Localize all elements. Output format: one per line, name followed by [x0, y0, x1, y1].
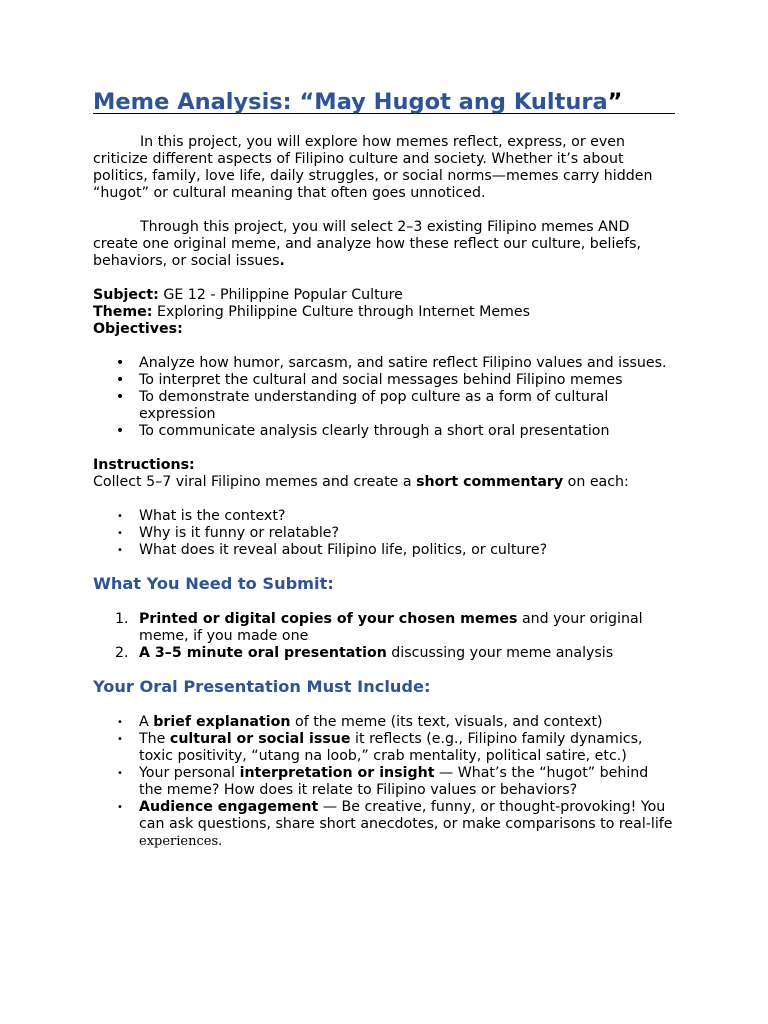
list-item: • Analyze how humor, sarcasm, and satire reflect Filipino values and issues. — [115, 355, 667, 371]
list-item: • A brief explanation of the meme (its text, visuals, and context) — [93, 714, 675, 731]
objectives-list — [93, 355, 675, 440]
list-item: • To demonstrate understanding of pop culture as a form of cultural expression — [115, 389, 609, 422]
bullet-icon: • — [117, 734, 123, 745]
list-item: • What does it reveal about Filipino life, politics, or culture? — [93, 542, 675, 559]
oral-list — [93, 714, 675, 850]
bullet-icon: • — [117, 511, 123, 522]
list-item: • What is the context? — [93, 508, 675, 525]
bullet-icon: • — [115, 355, 125, 371]
intro-paragraph-1: In this project, you will explore how memes reflect, express, or even criticize different aspects of Filipino culture and society. Whether it’s about politics, family, love life, daily struggles, or social norms—memes carry hidden “hugot” or cultural meaning that often goes unnoticed. — [93, 134, 653, 201]
instructions-label: Instructions: — [93, 457, 195, 473]
bullet-icon: • — [115, 389, 125, 405]
theme-line: Theme: Exploring Philippine Culture through Internet Memes — [93, 304, 530, 320]
bullet-icon: • — [117, 802, 123, 813]
list-item: 2. A 3–5 minute oral presentation discussing your meme analysis — [115, 645, 614, 661]
submit-list — [93, 611, 675, 662]
instructions-block — [93, 457, 675, 491]
list-item: 1. Printed or digital copies of your chosen memes and your original meme, if you made one — [115, 611, 643, 644]
bullet-icon: • — [115, 423, 125, 439]
instructions-text: Collect 5–7 viral Filipino memes and create a short commentary on each: — [93, 474, 629, 490]
list-item: • To interpret the cultural and social messages behind Filipino memes — [115, 372, 623, 388]
list-item: • Why is it funny or relatable? — [93, 525, 675, 542]
bullet-icon: • — [117, 528, 123, 539]
submit-heading: What You Need to Submit: — [93, 574, 334, 593]
bullet-icon: • — [117, 717, 123, 728]
list-item: • Your personal interpretation or insight — What’s the “hugot” behind the meme? How does it relate to Filipino values or behaviors? — [93, 765, 675, 799]
page-title: Meme Analysis: “May Hugot ang Kultura” — [93, 89, 623, 115]
questions-list — [93, 508, 675, 559]
bullet-icon: • — [117, 768, 123, 779]
objectives-label: Objectives: — [93, 321, 183, 337]
intro-paragraph-2: Through this project, you will select 2–3 existing Filipino memes AND create one original meme, and analyze how these reflect our culture, beliefs, behaviors, or social issues. — [93, 219, 642, 269]
bullet-icon: • — [115, 372, 125, 388]
list-item: • The cultural or social issue it reflects (e.g., Filipino family dynamics, toxic positivity, “utang na loob,” crab mentality, political satire, etc.) — [93, 731, 675, 765]
subject-line: Subject: GE 12 - Philippine Popular Culture — [93, 287, 403, 303]
bullet-icon: • — [117, 545, 123, 556]
list-item: • To communicate analysis clearly through a short oral presentation — [115, 423, 610, 439]
meta-block — [93, 287, 675, 338]
oral-heading: Your Oral Presentation Must Include: — [93, 677, 431, 696]
list-item: • Audience engagement — Be creative, funny, or thought-provoking! You can ask questions, share short anecdotes, or make comparisons to real-life experiences. — [93, 799, 675, 850]
